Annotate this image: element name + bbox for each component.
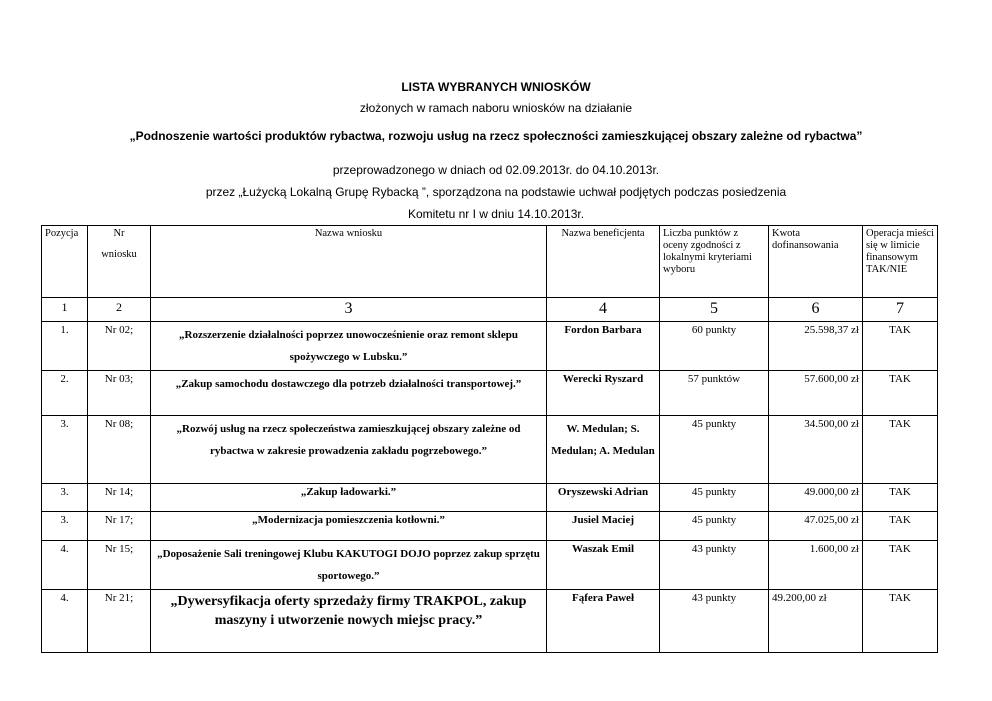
- table-row: [42, 512, 938, 541]
- cell-operacja: TAK: [863, 512, 938, 541]
- cell-punkty: 57 punktów: [660, 371, 769, 416]
- table-row: [42, 590, 938, 653]
- col-header-beneficjent: Nazwa beneficjenta: [547, 226, 660, 298]
- cell-punkty: 45 punkty: [660, 484, 769, 512]
- cell-operacja: TAK: [863, 484, 938, 512]
- cell-punkty: 43 punkty: [660, 590, 769, 653]
- cell-pozycja: 3.: [42, 416, 88, 484]
- table-row: [42, 322, 938, 371]
- cell-pozycja: 4.: [42, 590, 88, 653]
- col-number: 7: [863, 298, 938, 322]
- cell-beneficjent: Oryszewski Adrian: [547, 484, 660, 512]
- date-range-line: przeprowadzonego w dniach od 02.09.2013r. do 04.10.2013r.: [332, 163, 660, 177]
- col-number: 3: [151, 298, 547, 322]
- col-header-pozycja: Pozycja: [42, 226, 88, 298]
- col-number: 5: [660, 298, 769, 322]
- organizer-line: przez „Łużycką Lokalną Grupę Rybacką ”, sporządzona na podstawie uchwał podjętych podczas posiedzenia: [205, 185, 787, 199]
- cell-kwota: 25.598,37 zł: [769, 322, 863, 371]
- cell-nr: Nr 03;: [88, 371, 151, 416]
- col-number: 6: [769, 298, 863, 322]
- cell-beneficjent: Jusiel Maciej: [547, 512, 660, 541]
- cell-beneficjent: Waszak Emil: [547, 541, 660, 590]
- cell-nr: Nr 21;: [88, 590, 151, 653]
- cell-nazwa: „Doposażenie Sali treningowej Klubu KAKUTOGI DOJO poprzez zakup sprzętu sportowego.”: [151, 541, 547, 590]
- cell-kwota: 34.500,00 zł: [769, 416, 863, 484]
- table-row: [42, 484, 938, 512]
- cell-nazwa: „Dywersyfikacja oferty sprzedaży firmy TRAKPOL, zakup maszyny i utworzenie nowych miejsc pracy.”: [151, 590, 547, 653]
- cell-operacja: TAK: [863, 416, 938, 484]
- committee-line: Komitetu nr I w dniu 14.10.2013r.: [407, 207, 585, 221]
- cell-kwota: 1.600,00 zł: [769, 541, 863, 590]
- document-title: LISTA WYBRANYCH WNIOSKÓW: [401, 80, 591, 94]
- cell-operacja: TAK: [863, 590, 938, 653]
- cell-nazwa: „Zakup samochodu dostawczego dla potrzeb działalności transportowej.”: [151, 371, 547, 416]
- cell-pozycja: 2.: [42, 371, 88, 416]
- cell-kwota: 49.200,00 zł: [769, 590, 863, 653]
- cell-nr: Nr 02;: [88, 322, 151, 371]
- cell-punkty: 43 punkty: [660, 541, 769, 590]
- col-header-nr: [88, 226, 151, 298]
- cell-punkty: 60 punkty: [660, 322, 769, 371]
- col-number: 2: [88, 298, 151, 322]
- table-row: [42, 371, 938, 416]
- cell-beneficjent: Fordon Barbara: [547, 322, 660, 371]
- cell-pozycja: 1.: [42, 322, 88, 371]
- cell-nazwa: „Zakup ładowarki.”: [151, 484, 547, 512]
- cell-pozycja: 3.: [42, 512, 88, 541]
- cell-nr: Nr 14;: [88, 484, 151, 512]
- cell-operacja: TAK: [863, 322, 938, 371]
- col-header-punkty: Liczba punktów z oceny zgodności z lokalnymi kryteriami wyboru: [660, 226, 769, 298]
- measure-name: „Podnoszenie wartości produktów rybactwa, rozwoju usług na rzecz społeczności zamieszkującej obszary zależne od rybactwa”: [129, 129, 863, 143]
- cell-nr: Nr 17;: [88, 512, 151, 541]
- cell-nazwa: „Modernizacja pomieszczenia kotłowni.”: [151, 512, 547, 541]
- cell-nr: Nr 15;: [88, 541, 151, 590]
- cell-kwota: 49.000,00 zł: [769, 484, 863, 512]
- cell-pozycja: 3.: [42, 484, 88, 512]
- col-number: 4: [547, 298, 660, 322]
- table-row: [42, 541, 938, 590]
- subtitle-line: złożonych w ramach naboru wniosków na działanie: [359, 101, 633, 115]
- cell-punkty: 45 punkty: [660, 512, 769, 541]
- cell-nazwa: „Rozwój usług na rzecz społeczeństwa zamieszkującej obszary zależne od rybactwa w zakresie prowadzenia zakładu pogrzebowego.”: [151, 416, 547, 484]
- column-numbers-row: [42, 298, 938, 322]
- cell-pozycja: 4.: [42, 541, 88, 590]
- col-header-nr-top: Nr: [113, 228, 125, 239]
- col-header-operacja: Operacja mieści się w limicie finansowym TAK/NIE: [863, 226, 938, 298]
- header-row: [42, 226, 938, 298]
- col-header-kwota: Kwota dofinansowania: [769, 226, 863, 298]
- cell-operacja: TAK: [863, 371, 938, 416]
- cell-beneficjent: Fąfera Paweł: [547, 590, 660, 653]
- cell-nr: Nr 08;: [88, 416, 151, 484]
- cell-nazwa: „Rozszerzenie działalności poprzez unowocześnienie oraz remont sklepu spożywczego w Lubsku.”: [151, 322, 547, 371]
- cell-kwota: 47.025,00 zł: [769, 512, 863, 541]
- cell-punkty: 45 punkty: [660, 416, 769, 484]
- applications-table: [41, 225, 938, 653]
- col-header-nr-bottom: wniosku: [101, 249, 137, 260]
- col-number: 1: [42, 298, 88, 322]
- cell-beneficjent: W. Medulan; S. Medulan; A. Medulan: [547, 416, 660, 484]
- cell-operacja: TAK: [863, 541, 938, 590]
- cell-beneficjent: Werecki Ryszard: [547, 371, 660, 416]
- table-row: [42, 416, 938, 484]
- cell-kwota: 57.600,00 zł: [769, 371, 863, 416]
- col-header-nazwa: Nazwa wniosku: [151, 226, 547, 298]
